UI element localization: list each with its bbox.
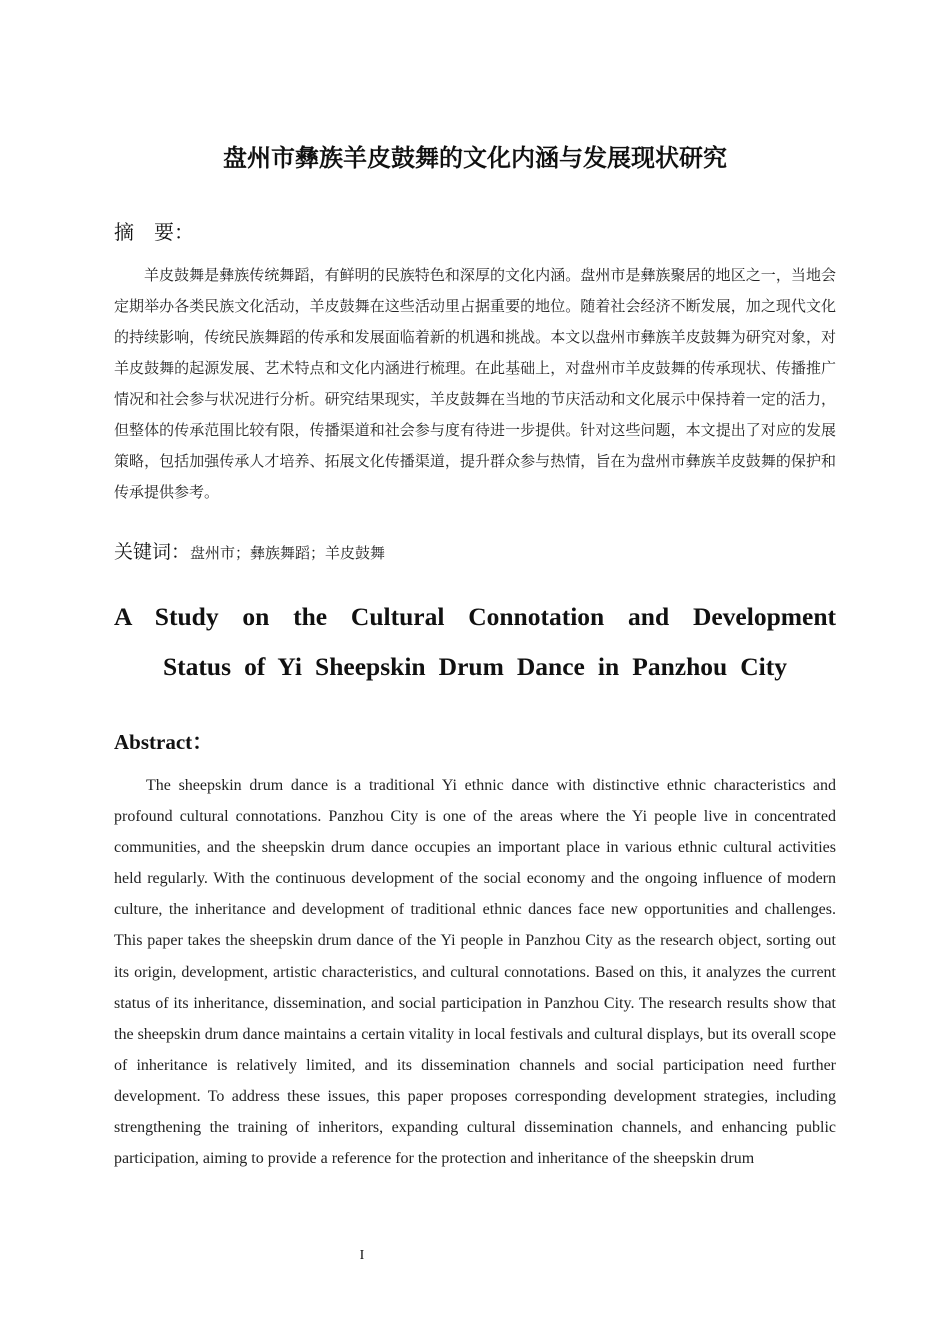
- english-title-line-2: Status of Yi Sheepskin Drum Dance in Panzhou City: [163, 652, 787, 681]
- english-abstract-heading: Abstract：: [114, 730, 214, 754]
- page-number: I: [359, 1248, 365, 1263]
- chinese-abstract-heading: 摘 要：: [114, 220, 194, 244]
- english-title-line-1: A Study on the Cultural Connotation and Development: [114, 602, 836, 631]
- chinese-keywords-label: 关键词：: [114, 541, 191, 563]
- english-abstract-body: The sheepskin drum dance is a traditional Yi ethnic dance with distinctive ethnic characteristics and profound cultural connotations. Panzhou City is one of the areas where the Yi people live in concentrated communities, and the sheepskin drum dance occupies an important place in various ethnic cultural activities held regularly. With the continuous development of the social economy and the ongoing influence of modern culture, the inheritance and development of traditional ethnic dances face new opportunities and challenges. This paper takes the sheepskin drum dance of the Yi people in Panzhou City as the research object, sorting out its origin, development, artistic characteristics, and cultural connotations. Based on this, it analyzes the current status of its inheritance, dissemination, and social participation in Panzhou City. The research results show that the sheepskin drum dance maintains a certain vitality in local festivals and cultural displays, but its overall scope of inheritance is relatively limited, and its dissemination channels and social participation need further development. To address these issues, this paper proposes corresponding development strategies, including strengthening the training of inheritors, expanding cultural dissemination channels, and enhancing public participation, aiming to provide a reference for the protection and inheritance of the sheepskin drum: [114, 777, 836, 1168]
- english-title: [114, 592, 836, 692]
- chinese-abstract-body: 羊皮鼓舞是彝族传统舞蹈，有鲜明的民族特色和深厚的文化内涵。盘州市是彝族聚居的地区之一，当地会定期举办各类民族文化活动，羊皮鼓舞在这些活动里占据重要的地位。随着社会经济不断发展，加之现代文化的持续影响，传统民族舞蹈的传承和发展面临着新的机遇和挑战。本文以盘州市彝族羊皮鼓舞为研究对象，对羊皮鼓舞的起源发展、艺术特点和文化内涵进行梳理。在此基础上，对盘州市羊皮鼓舞的传承现状、传播推广情况和社会参与状况进行分析。研究结果现实，羊皮鼓舞在当地的节庆活动和文化展示中保持着一定的活力，但整体的传承范围比较有限，传播渠道和社会参与度有待进一步提供。针对这些问题，本文提出了对应的发展策略，包括加强传承人才培养、拓展文化传播渠道，提升群众参与热情，旨在为盘州市彝族羊皮鼓舞的保护和传承提供参考。: [114, 266, 836, 501]
- chinese-title: 盘州市彝族羊皮鼓舞的文化内涵与发展现状研究: [223, 144, 727, 172]
- chinese-keywords-line: [114, 538, 385, 567]
- chinese-keywords: 盘州市；彝族舞蹈；羊皮鼓舞: [190, 544, 386, 562]
